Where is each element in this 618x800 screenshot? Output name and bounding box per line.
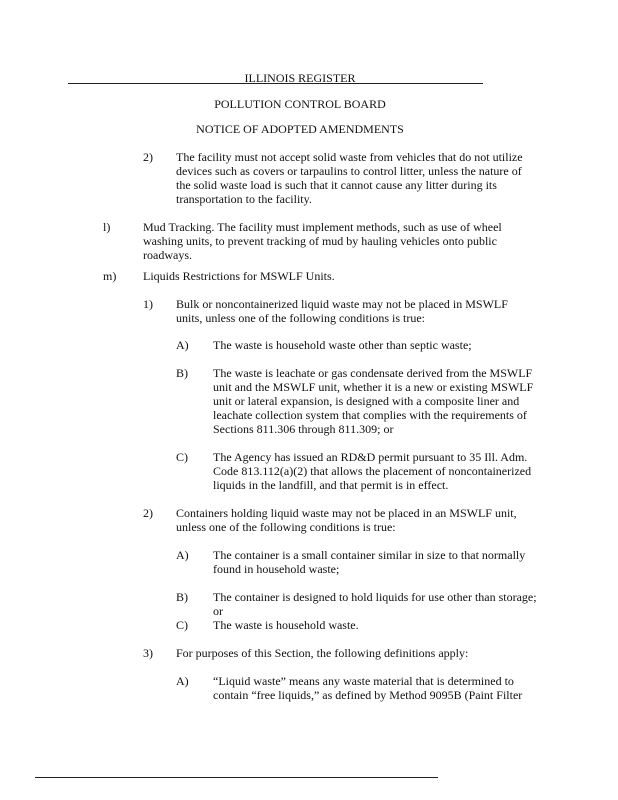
text-line: found in household waste; bbox=[213, 562, 340, 576]
text-line: unit and the MSWLF unit, whether it is a new or existing MSWLF bbox=[213, 380, 534, 394]
item-label: 2) bbox=[143, 150, 153, 164]
item-text bbox=[176, 150, 523, 206]
text-line: leachate collection system that complies with the requirements of bbox=[213, 408, 527, 422]
item-label: 1) bbox=[143, 297, 153, 311]
text-line: units, unless one of the following conditions is true: bbox=[176, 311, 425, 325]
agency-title: POLLUTION CONTROL BOARD bbox=[214, 97, 386, 111]
item-label: m) bbox=[103, 269, 117, 283]
item-label: A) bbox=[176, 548, 189, 562]
text-line: The waste is household waste other than septic waste; bbox=[213, 338, 472, 352]
text-line: unless one of the following conditions is true: bbox=[176, 520, 396, 534]
text-line: Bulk or noncontainerized liquid waste may not be placed in MSWLF bbox=[176, 297, 508, 311]
item-text bbox=[213, 618, 359, 632]
text-line: “Liquid waste” means any waste material that is determined to bbox=[213, 674, 514, 688]
text-line: transportation to the facility. bbox=[176, 192, 312, 206]
item-label: B) bbox=[176, 590, 188, 604]
text-line: Code 813.112(a)(2) that allows the placement of noncontainerized bbox=[213, 464, 532, 478]
text-line: roadways. bbox=[143, 248, 192, 262]
footer-rule bbox=[35, 777, 438, 778]
item-label: 2) bbox=[143, 506, 153, 520]
item-label: l) bbox=[103, 220, 111, 234]
text-line: liquids in the landfill, and that permit is in effect. bbox=[213, 478, 449, 492]
text-line: devices such as covers or tarpaulins to control litter, unless the nature of bbox=[176, 164, 522, 178]
register-title: ILLINOIS REGISTER bbox=[244, 71, 356, 85]
item-label: B) bbox=[176, 366, 188, 380]
item-label: C) bbox=[176, 450, 188, 464]
notice-title: NOTICE OF ADOPTED AMENDMENTS bbox=[196, 122, 404, 136]
text-line: The container is a small container similar in size to that normally bbox=[213, 548, 526, 562]
item-text bbox=[143, 220, 502, 262]
item-text bbox=[213, 338, 472, 352]
text-line: For purposes of this Section, the following definitions apply: bbox=[176, 646, 469, 660]
item-label: A) bbox=[176, 674, 189, 688]
item-text bbox=[213, 590, 537, 618]
text-line: The facility must not accept solid waste from vehicles that do not utilize bbox=[176, 150, 523, 164]
item-text bbox=[213, 548, 525, 576]
item-text bbox=[143, 269, 335, 283]
item-text bbox=[213, 674, 522, 702]
text-line: The container is designed to hold liquids for use other than storage; bbox=[213, 590, 537, 604]
text-line: The waste is leachate or gas condensate derived from the MSWLF bbox=[213, 366, 533, 380]
item-text bbox=[213, 450, 531, 492]
text-line: The waste is household waste. bbox=[213, 618, 359, 632]
text-line: the solid waste load is such that it cannot cause any litter during its bbox=[176, 178, 497, 192]
text-line: The Agency has issued an RD&D permit pursuant to 35 Ill. Adm. bbox=[213, 450, 528, 464]
text-line: washing units, to prevent tracking of mud by hauling vehicles onto public bbox=[143, 234, 497, 248]
item-text bbox=[213, 366, 533, 436]
item-text bbox=[176, 297, 508, 325]
item-label: 3) bbox=[143, 646, 153, 660]
text-line: unit or lateral expansion, is designed with a composite liner and bbox=[213, 394, 520, 408]
text-line: or bbox=[213, 604, 223, 618]
text-line: Containers holding liquid waste may not be placed in an MSWLF unit, bbox=[176, 506, 517, 520]
text-line: Mud Tracking. The facility must implement methods, such as use of wheel bbox=[143, 220, 502, 234]
text-line: contain “free liquids,” as defined by Method 9095B (Paint Filter bbox=[213, 688, 523, 702]
item-text bbox=[176, 646, 468, 660]
item-label: A) bbox=[176, 338, 189, 352]
text-line: Sections 811.306 through 811.309; or bbox=[213, 422, 394, 436]
item-label: C) bbox=[176, 618, 188, 632]
item-text bbox=[176, 506, 517, 534]
text-line: Liquids Restrictions for MSWLF Units. bbox=[143, 269, 335, 283]
